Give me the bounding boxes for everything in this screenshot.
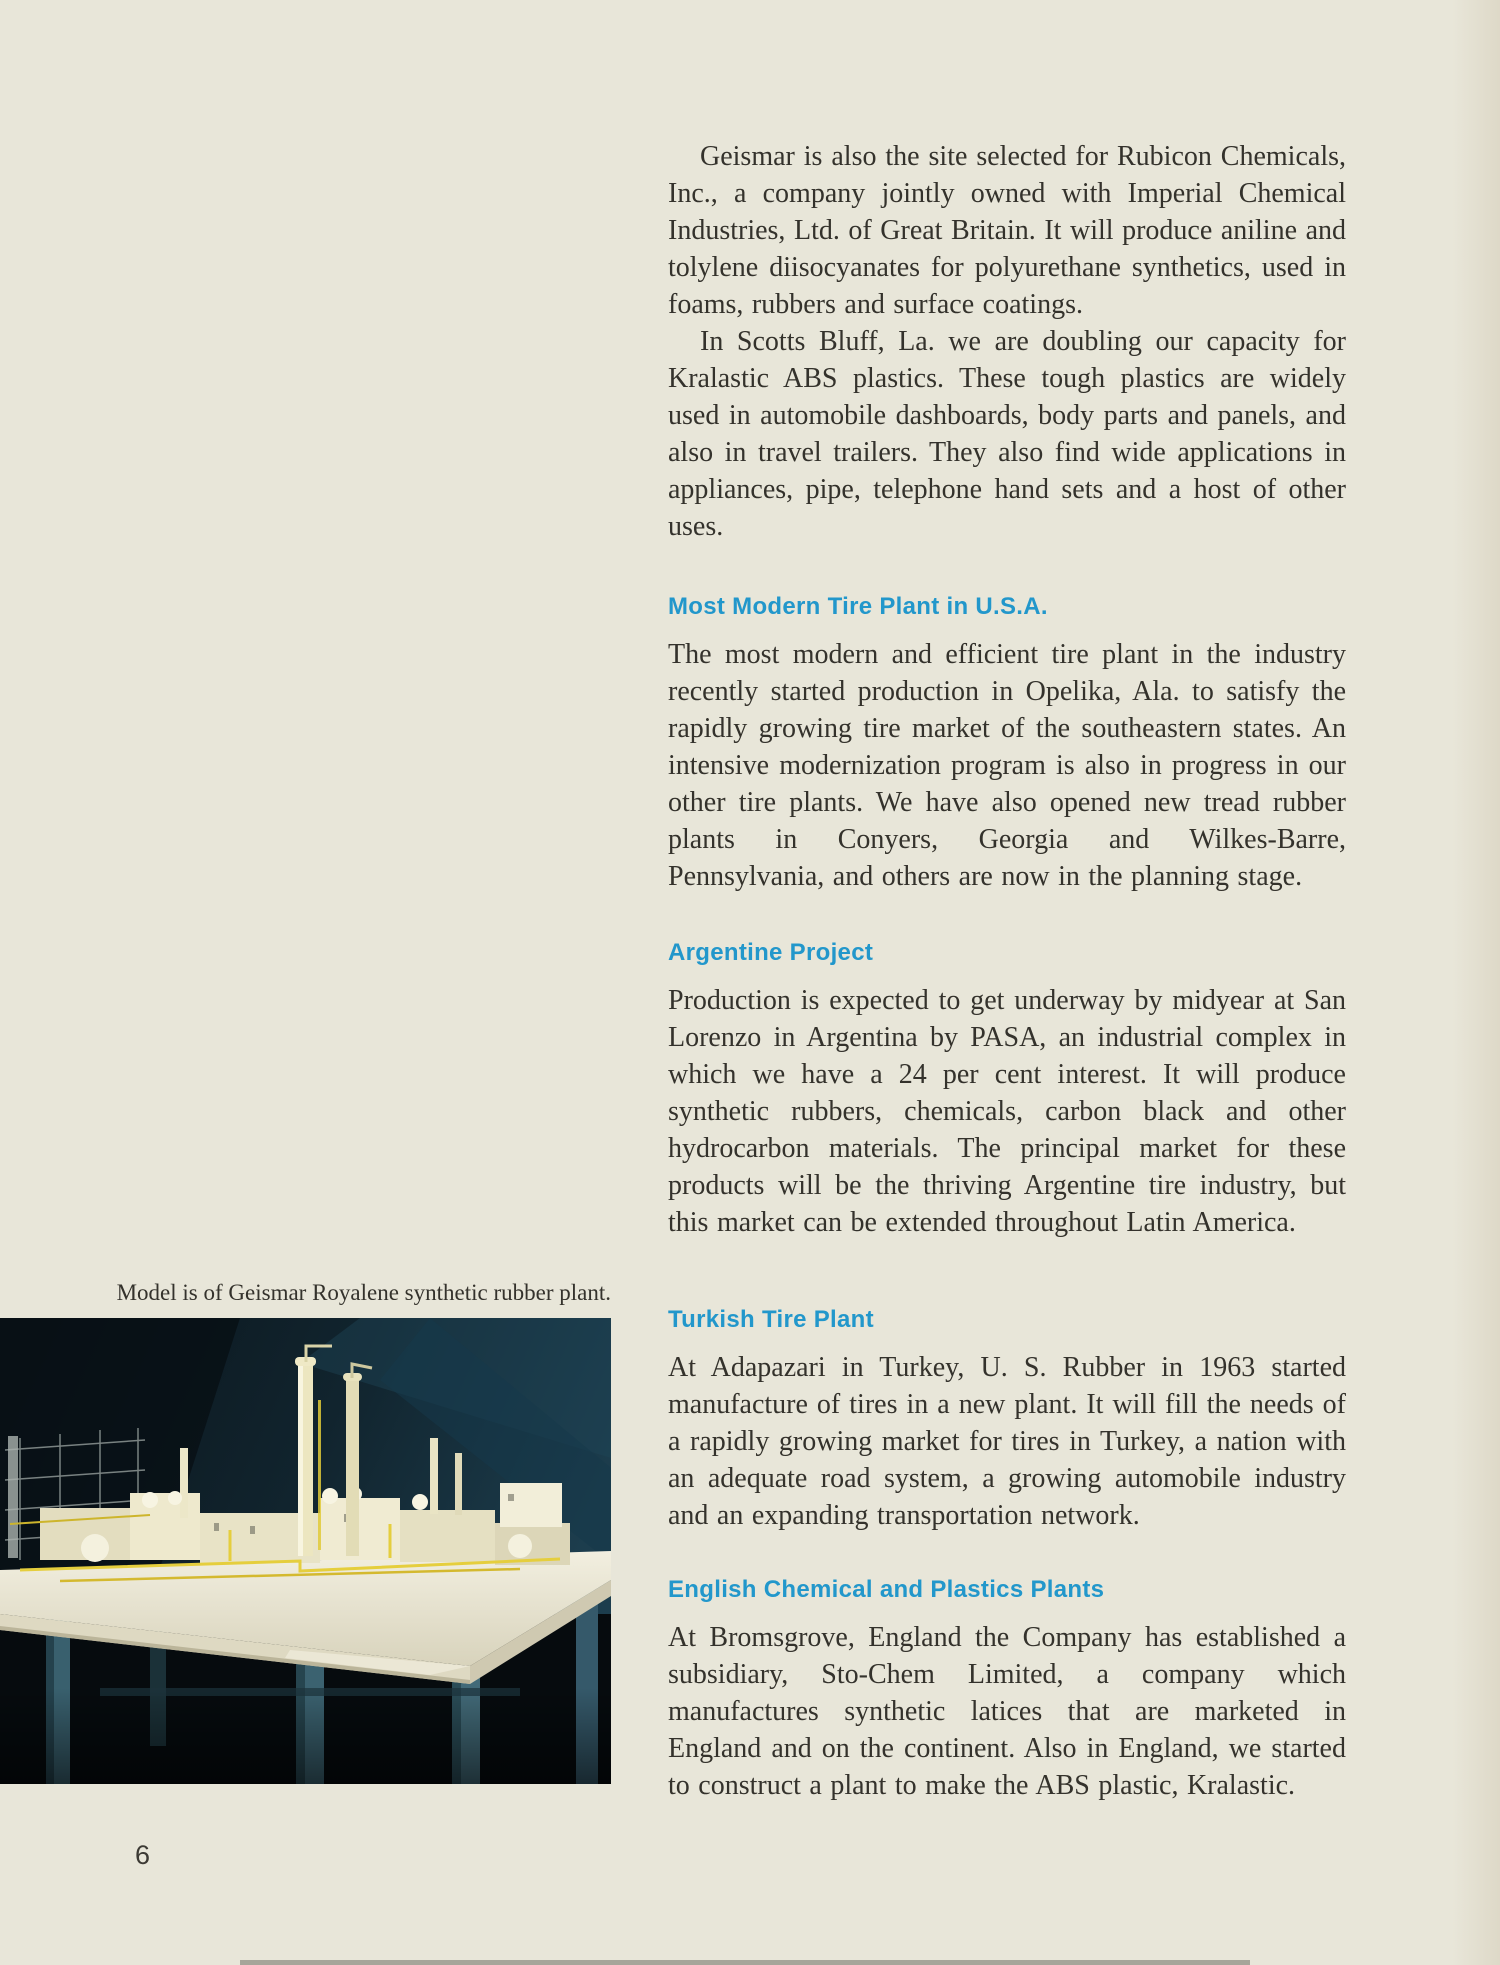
intro-paragraph-2: In Scotts Bluff, La. we are doubling our capacity for Kralastic ABS plastics. These tough plastics are widely used in automobile dashboards, body parts and panels, and also in travel trailers. They also find wide applications in appliances, pipe, telephone hand sets and a host of other uses. [668, 326, 1346, 542]
section-heading: Turkish Tire Plant [668, 1306, 874, 1333]
section-heading: Argentine Project [668, 939, 874, 966]
section-argentine-project [668, 938, 1346, 1241]
section-heading: English Chemical and Plastics Plants [668, 1576, 1105, 1603]
figure-caption: Model is of Geismar Royalene synthetic rubber plant. [116, 1280, 611, 1305]
section-body: At Adapazari in Turkey, U. S. Rubber in 1963 started manufacture of tires in a new plant. It will fill the needs of a rapidly growing market for tires in Turkey, a nation with an adequate road system, a growing automobile industry and an expanding transportation network. [668, 1352, 1346, 1531]
intro-paragraph-1: Geismar is also the site selected for Rubicon Chemicals, Inc., a company jointly owned with Imperial Chemical Industries, Ltd. of Great Britain. It will produce aniline and tolylene diisocyanates for polyurethane synthetics, used in foams, rubbers and surface coatings. [668, 141, 1346, 320]
section-most-modern-tire-plant [668, 592, 1346, 895]
section-turkish-tire-plant [668, 1305, 1346, 1534]
section-body: The most modern and efficient tire plant in the industry recently started production in Opelika, Ala. to satisfy the rapidly growing tire market of the southeastern states. An intensive modernization program is also in progress in our other tire plants. We have also opened new tread rubber plants in Conyers, Georgia and Wilkes-Barre, Pennsylvania, and others are now in the planning stage. [668, 639, 1346, 892]
section-body: Production is expected to get underway by midyear at San Lorenzo in Argentina by PASA, an industrial complex in which we have a 24 per cent interest. It will produce synthetic rubbers, chemicals, carbon black and other hydrocarbon materials. The principal market for these products will be the thriving Argentine tire industry, but this market can be extended throughout Latin America. [668, 985, 1346, 1238]
section-heading: Most Modern Tire Plant in U.S.A. [668, 593, 1048, 620]
plant-model-photo [0, 1318, 611, 1784]
body-text-column [668, 138, 1346, 545]
section-english-chemical-plastics [668, 1575, 1346, 1804]
section-body: At Bromsgrove, England the Company has established a subsidiary, Sto-Chem Limited, a company which manufactures synthetic latices that are marketed in England and on the continent. Also in England, we started to construct a plant to make the ABS plastic, Kralastic. [668, 1622, 1346, 1801]
page-number: 6 [135, 1840, 151, 1870]
scan-edge-artifact [240, 1960, 1250, 1965]
